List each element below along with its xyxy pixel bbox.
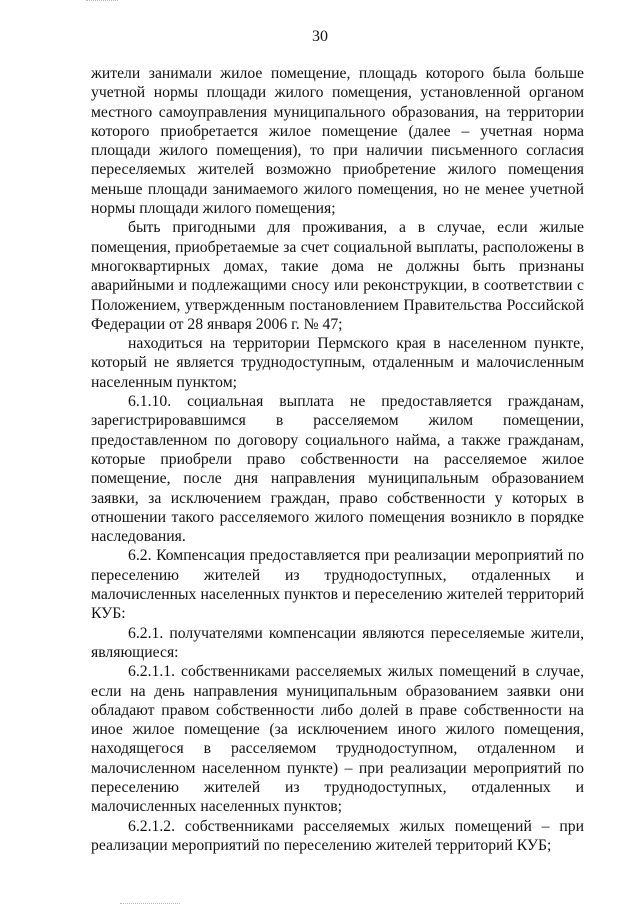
paragraph-6-2-1-1: 6.2.1.1. собственниками расселяемых жилых помещений в случае, если на день направления муниципальным образованием заявки они обладают правом собственности либо долей в праве собственности на иное жилое помещение (за исключением иного жилого помещения, находящегося в расселяемом труднодоступном, отдаленном и малочисленном населенном пункте) – при реализации мероприятий по переселению жителей из труднодоступных, отдаленных и малочисленных населенных пунктов;: [91, 663, 584, 816]
paragraph-location-requirement: находиться на территории Пермского края в населенном пункте, который не является труднодоступным, отдаленным и малочисленным населенным пунктом;: [91, 335, 584, 391]
paragraph-habitable-requirement: быть пригодными для проживания, а в случае, если жилые помещения, приобретаемые за счет социальной выплаты, расположены в многоквартирных домах, такие дома не должны быть признаны аварийными и подлежащими сносу или реконструкции, в соответствии с Положением, утвержденным постановлением Правительства Российской Федерации от 28 января 2006 г. № 47;: [91, 219, 584, 333]
page-number: 30: [312, 28, 328, 45]
paragraph-6-2-1-2: 6.2.1.2. собственниками расселяемых жилых помещений – при реализации мероприятий по переселению жителей территорий КУБ;: [91, 817, 584, 854]
paragraph-6-2-1: 6.2.1. получателями компенсации являются переселяемые жители, являющиеся:: [91, 624, 584, 661]
document-body: [91, 64, 584, 855]
scan-edge-mark-bottom: [120, 903, 180, 904]
paragraph-continuation: жители занимали жилое помещение, площадь которого была больше учетной нормы площади жилого помещения, установленной органом местного самоуправления муниципального образования, на территории которого приобретается жилое помещение (далее – учетная норма площади жилого помещения), то при наличии письменного согласия переселяемых жителей возможно приобретение жилого помещения меньше площади занимаемого жилого помещения, но не менее учетной нормы площади жилого помещения;: [91, 65, 584, 218]
paragraph-6-1-10: 6.1.10. социальная выплата не предоставляется гражданам, зарегистрировавшимся в расселяемом жилом помещении, предоставленном по договору социального найма, а также гражданам, которые приобрели право собственности на расселяемое жилое помещение, после дня направления муниципальным образованием заявки, за исключением граждан, право собственности у которых в отношении такого расселяемого жилого помещения возникло в порядке наследования.: [91, 393, 584, 546]
scan-edge-mark: [86, 0, 118, 1]
paragraph-6-2: 6.2. Компенсация предоставляется при реализации мероприятий по переселению жителей из труднодоступных, отдаленных и малочисленных населенных пунктов и переселению жителей территорий КУБ:: [91, 547, 584, 623]
